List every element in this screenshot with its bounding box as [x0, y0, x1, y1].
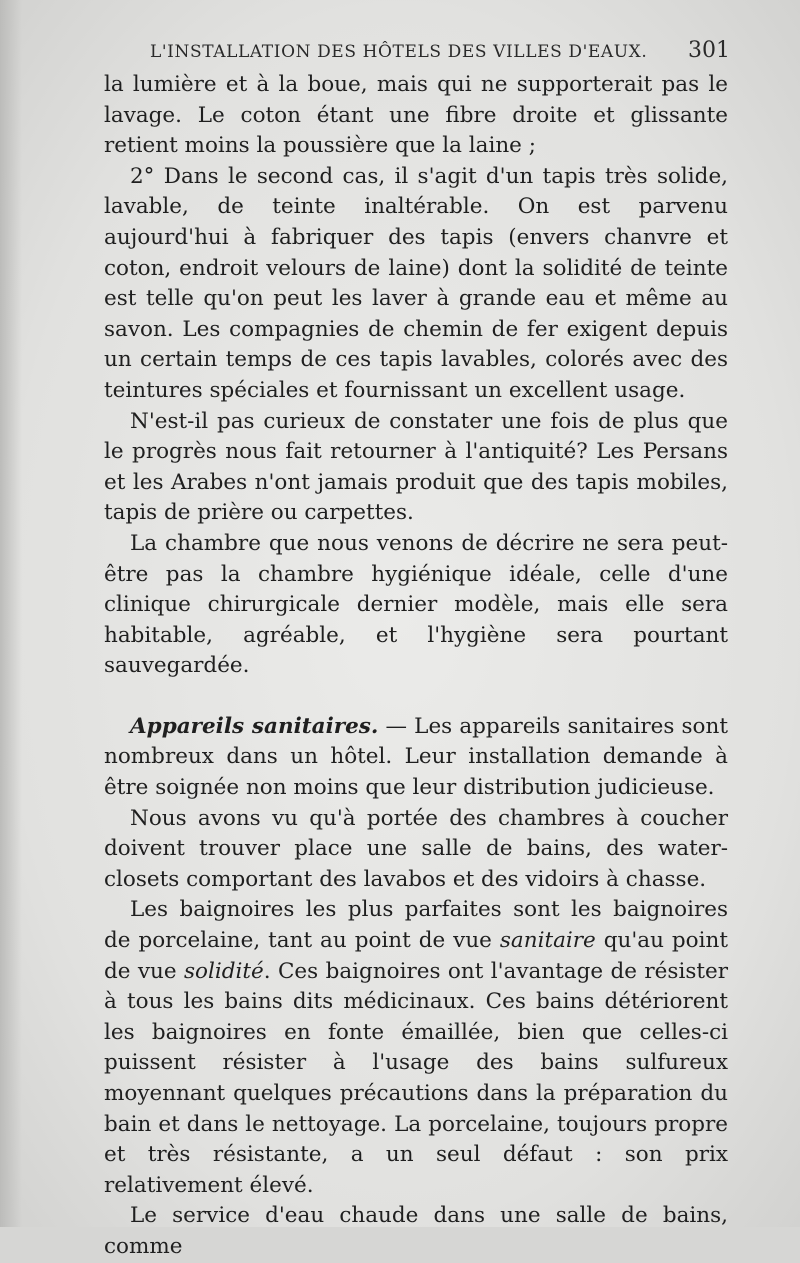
paragraph-continuation: la lumière et à la boue, mais qui ne supporterait pas le lavage. Le coton étant une fibre droite et glissante retient moins la poussière que la laine ; — [104, 72, 728, 159]
section-intro: — Les appareils sanitaires sont nombreux dans un hôtel. Leur installation demande à être soignée non moins que leur distribution judicieuse. — [104, 713, 728, 801]
page-header — [150, 38, 730, 68]
text-run: . Ces baignoires ont l'avantage de résister à tous les bains dits médicinaux. Ces bains détériorent les baignoires en fonte émaillée, bien que celles-ci puissent résister à l'usage des bains sulfureux moyennant quelques précautions dans la préparation du bain et dans le nettoyage. La porcelaine, toujours propre et très résistante, a un seul défaut : son prix relativement élevé. — [104, 958, 728, 1198]
emphasis-solidite: solidité — [184, 958, 264, 984]
paragraph-chambre: La chambre que nous venons de décrire ne sera peut-être pas la chambre hygiénique idéale, celle d'une clinique chirurgicale dernier modèle, mais elle sera habitable, agréable, et l'hygiène sera pourtant sauvegardée. — [104, 530, 728, 679]
section-gap — [104, 682, 728, 712]
emphasis-sanitaire: sanitaire — [499, 928, 596, 954]
paragraph-salle-de-bains: Nous avons vu qu'à portée des chambres à coucher doivent trouver place une salle de bains, des water-closets comportant des lavabos et des vidoirs à chasse. — [104, 805, 728, 892]
paragraph-baignoires — [104, 895, 728, 1201]
section-title: Appareils sanitaires. — [130, 713, 379, 739]
paragraph-eau-chaude: Le service d'eau chaude dans une salle de bains, comme — [104, 1203, 728, 1259]
paragraph-second-case: 2° Dans le second cas, il s'agit d'un tapis très solide, lavable, de teinte inaltérable. On est parvenu aujourd'hui à fabriquer des tapis (envers chanvre et coton, endroit velours de laine) dont la solidité de teinte est telle qu'on peut les laver à grande eau et même au savon. Les compagnies de chemin de fer exigent depuis un certain temps de ces tapis lavables, colorés avec des teintures spéciales et fournissant un excellent usage. — [104, 163, 728, 403]
page-number: 301 — [688, 38, 730, 63]
running-head: L'INSTALLATION DES HÔTELS DES VILLES D'EAUX. — [150, 42, 648, 62]
body-text — [104, 70, 728, 1263]
text-run: Les baignoires les plus parfaites sont les baignoires de porcelaine, tant au point de vue — [104, 897, 728, 954]
paragraph-antiquity: N'est-il pas curieux de constater une fois de plus que le progrès nous fait retourner à l'antiquité? Les Persans et les Arabes n'ont jamais produit que des tapis mobiles, tapis de prière ou carpettes. — [104, 408, 728, 526]
binding-shadow — [0, 0, 22, 1227]
text-run: qu'au point de vue — [104, 928, 728, 984]
paragraph-appareils — [104, 712, 728, 804]
